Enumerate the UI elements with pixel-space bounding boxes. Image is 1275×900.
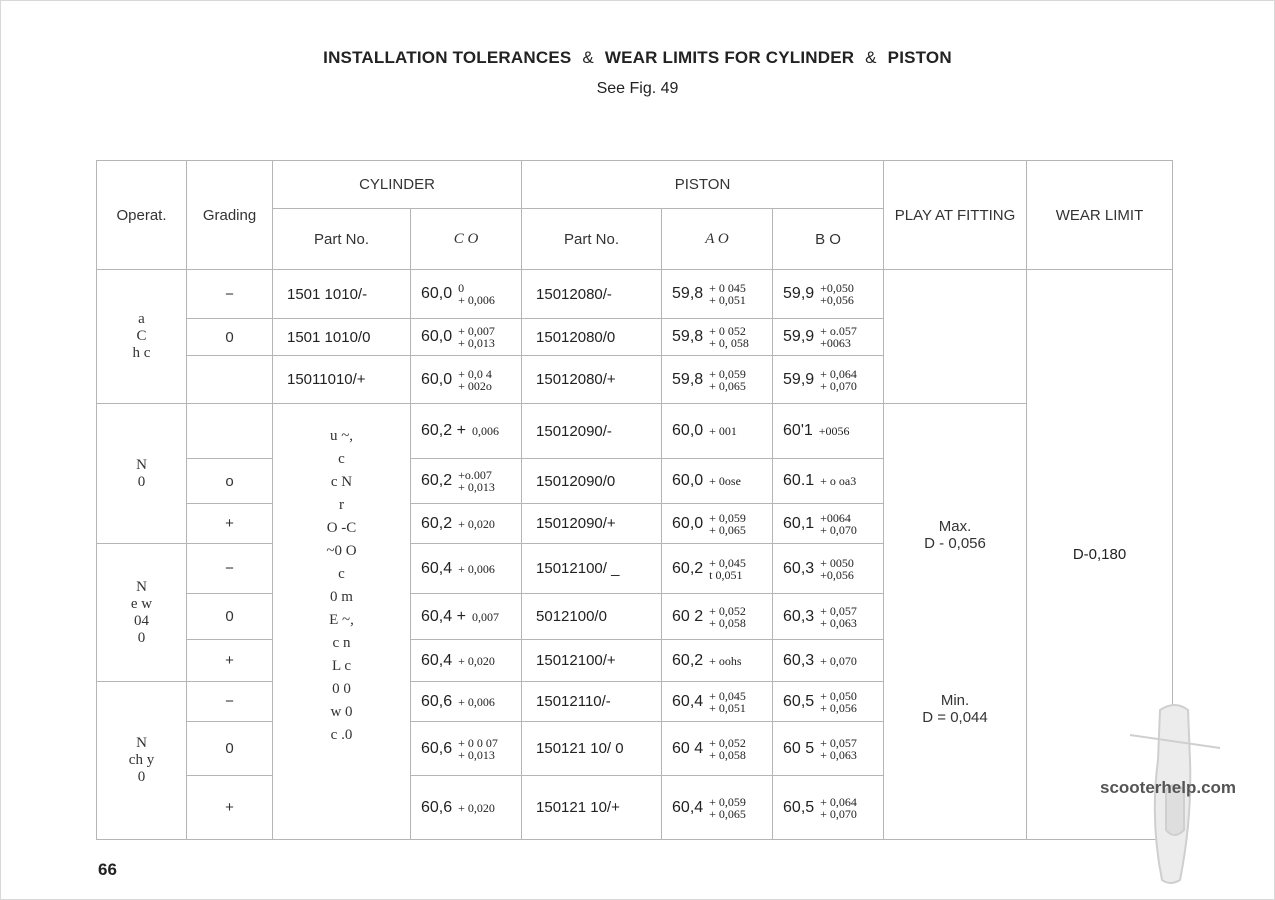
play-max-value: D - 0,056 <box>924 534 986 552</box>
piston-b-tolerance-lower: + 0,070 <box>820 806 857 821</box>
piston-b-value: 60 5 <box>783 739 815 757</box>
cylinder-diameter-value: 60,0 <box>421 370 453 388</box>
cylinder-tolerance-upper: 0,007 <box>471 609 499 624</box>
piston-b-tolerance-lower: + 0,063 <box>820 747 857 762</box>
piston-b-cell <box>773 319 884 356</box>
piston-a-cell <box>662 356 773 404</box>
piston-a-tolerance-lower: t 0,051 <box>709 567 743 582</box>
piston-a-tolerance-upper: + 0 052 <box>709 324 746 338</box>
piston-a-tolerance-upper: + 0,052 <box>709 603 746 618</box>
cylinder-diameter-cell <box>411 504 522 544</box>
operat-glyph: 04 <box>134 612 149 629</box>
piston-b-value: 60.1 <box>783 472 815 489</box>
piston-a-value: 60,4 <box>672 692 704 710</box>
cylinder-part-number: 15011010/+ <box>273 356 411 404</box>
piston-part-number: 15012080/- <box>522 270 662 319</box>
piston-b-tolerance-upper: + 0,050 <box>820 688 857 703</box>
piston-b-tolerance <box>820 690 857 714</box>
piston-a-cell <box>662 404 773 459</box>
piston-a-tolerance-upper: + 0,045 <box>709 688 746 703</box>
cylinder-diameter-value: 60,4 + <box>421 607 466 625</box>
piston-b-value: 59,9 <box>783 284 815 302</box>
piston-a-tolerance <box>709 737 746 761</box>
piston-b-cell <box>773 270 884 319</box>
piston-b-value: 60,1 <box>783 514 815 532</box>
play-max-label: Max. <box>938 517 972 535</box>
piston-a-cell <box>662 722 773 776</box>
cylinder-diameter-value: 60,6 <box>421 739 453 757</box>
vertical-glyph: r <box>339 497 344 513</box>
cylinder-diameter-value: 60,2 + <box>421 422 466 439</box>
piston-a-tolerance <box>709 796 746 820</box>
vertical-glyph: c <box>338 566 345 582</box>
piston-b-cell <box>773 594 884 640</box>
piston-part-number: 15012110/- <box>522 682 662 722</box>
piston-a-value: 60 4 <box>672 739 704 757</box>
title-ampersand-2: & <box>865 48 877 67</box>
grading-cell: 0 <box>187 722 273 776</box>
cylinder-diameter-cell <box>411 270 522 319</box>
piston-a-value: 60,0 <box>672 472 704 489</box>
cylinder-diameter-cell <box>411 776 522 840</box>
cylinder-tolerance-lower: 0,006 <box>471 424 499 439</box>
operat-group-2 <box>97 404 187 544</box>
tolerance-table <box>96 160 1173 840</box>
piston-a-tolerance <box>709 425 737 437</box>
operat-glyph: N <box>136 578 147 595</box>
piston-a-tolerance <box>709 557 746 581</box>
cylinder-part-number: 1501 1010/- <box>273 270 411 319</box>
piston-part-number: 15012090/0 <box>522 459 662 504</box>
operat-glyph: ch y <box>128 752 155 768</box>
piston-a-cell <box>662 776 773 840</box>
piston-a-tolerance-upper: + 0,059 <box>709 794 746 809</box>
piston-a-value: 59,8 <box>672 370 704 388</box>
piston-b-value: 60,3 <box>783 559 815 577</box>
piston-b-cell <box>773 682 884 722</box>
piston-b-cell <box>773 544 884 594</box>
header-cylinder-diameter: C O <box>411 209 522 270</box>
piston-b-tolerance-upper: + 0050 <box>820 555 854 570</box>
cylinder-diameter-value: 60,4 <box>421 559 453 577</box>
piston-b-tolerance-upper: +0064 <box>820 510 851 525</box>
piston-a-tolerance-lower: + oohs <box>709 653 742 668</box>
piston-b-tolerance-lower: + o oa3 <box>820 474 857 489</box>
piston-part-number: 150121 10/ 0 <box>522 722 662 776</box>
cylinder-diameter-cell <box>411 640 522 682</box>
cylinder-diameter-value: 60,4 <box>421 651 453 669</box>
cylinder-diameter-value: 60,6 <box>421 798 453 816</box>
play-min-value: D = 0,044 <box>922 708 988 726</box>
cylinder-diameter-value: 60,0 <box>421 327 453 345</box>
cylinder-diameter-cell <box>411 722 522 776</box>
operat-glyph: 0 <box>137 629 146 646</box>
cylinder-tolerance-upper: 0 <box>458 281 465 295</box>
cylinder-tolerance-lower: + 0,006 <box>458 694 495 709</box>
piston-a-value: 60,0 <box>672 422 704 439</box>
piston-a-tolerance-upper: + 0,052 <box>709 735 746 750</box>
piston-a-tolerance-upper: + 0,059 <box>709 366 746 381</box>
operat-group-4 <box>97 682 187 840</box>
header-wear-limit: WEAR LIMIT <box>1027 161 1173 270</box>
header-cylinder-part-no: Part No. <box>273 209 411 270</box>
grading-cell: − <box>187 682 273 722</box>
piston-b-tolerance <box>819 425 850 437</box>
cylinder-tolerance-lower: + 0,013 <box>458 480 495 494</box>
piston-a-cell <box>662 270 773 319</box>
piston-a-cell <box>662 544 773 594</box>
grading-cell: 0 <box>187 594 273 640</box>
piston-a-tolerance-upper: + 0 045 <box>709 281 746 295</box>
cylinder-diameter-cell <box>411 404 522 459</box>
cylinder-diameter-cell <box>411 594 522 640</box>
grading-cell: + <box>187 776 273 840</box>
piston-part-number: 15012090/+ <box>522 504 662 544</box>
cylinder-part-number-vertical <box>273 404 411 840</box>
cylinder-part-number: 1501 1010/0 <box>273 319 411 356</box>
cylinder-tolerance <box>458 802 495 814</box>
grading-cell: 0 <box>187 319 273 356</box>
cylinder-diameter-value: 60,2 <box>421 471 453 489</box>
piston-a-cell <box>662 682 773 722</box>
cylinder-diameter-cell <box>411 459 522 504</box>
piston-a-tolerance-lower: + 001 <box>709 424 737 439</box>
piston-b-tolerance-lower: + 0,070 <box>820 378 857 393</box>
header-operat: Operat. <box>97 161 187 270</box>
piston-b-tolerance <box>820 282 854 306</box>
piston-part-number: 15012100/+ <box>522 640 662 682</box>
table-row <box>97 404 1173 459</box>
piston-a-tolerance <box>709 690 746 714</box>
piston-a-cell <box>662 459 773 504</box>
piston-a-tolerance-lower: + 0,051 <box>709 700 746 715</box>
piston-a-value: 60 2 <box>672 607 704 625</box>
piston-b-cell <box>773 640 884 682</box>
grading-cell: − <box>187 544 273 594</box>
piston-b-value: 59,9 <box>783 370 815 388</box>
cylinder-diameter-cell <box>411 356 522 404</box>
grading-cell: o <box>187 459 273 504</box>
cylinder-tolerance <box>458 563 495 575</box>
piston-b-value: 60'1 <box>783 422 813 439</box>
cylinder-tolerance <box>458 518 495 530</box>
cylinder-tolerance <box>458 368 492 392</box>
cylinder-diameter-value: 60,2 <box>421 514 453 532</box>
operat-glyph: N <box>136 456 147 473</box>
header-piston-part-no: Part No. <box>522 209 662 270</box>
cylinder-tolerance <box>458 696 495 708</box>
piston-a-tolerance-lower: + 0,065 <box>709 806 746 821</box>
cylinder-tolerance-lower: + 0,020 <box>458 516 495 531</box>
piston-a-tolerance <box>709 605 746 629</box>
piston-b-tolerance <box>820 796 857 820</box>
title-ampersand-1: & <box>582 48 594 67</box>
cylinder-tolerance-lower: + 0,013 <box>458 336 495 350</box>
operat-glyph: e w <box>130 595 153 612</box>
vertical-glyph: c <box>338 451 345 467</box>
cylinder-tolerance-lower: + 0,020 <box>458 653 495 668</box>
cylinder-tolerance-upper: + 0,0 4 <box>458 366 492 381</box>
piston-a-value: 60,2 <box>672 651 704 669</box>
piston-b-cell <box>773 459 884 504</box>
piston-a-tolerance <box>709 282 746 306</box>
piston-a-value: 60,4 <box>672 798 704 816</box>
piston-b-tolerance-lower: + 0,070 <box>820 653 857 668</box>
page-number: 66 <box>98 860 117 879</box>
piston-b-tolerance <box>820 512 857 536</box>
operat-glyph: C <box>136 328 147 344</box>
piston-a-tolerance <box>709 475 741 487</box>
piston-a-tolerance-lower: + 0,065 <box>709 522 746 537</box>
piston-a-cell <box>662 319 773 356</box>
vertical-glyph: ~0 O <box>326 543 357 559</box>
play-min-label: Min. <box>940 691 970 709</box>
piston-b-tolerance <box>820 737 857 761</box>
cylinder-tolerance-lower: + 0,020 <box>458 800 495 815</box>
vertical-glyph: L c <box>331 658 351 674</box>
header-piston: PISTON <box>522 161 884 209</box>
watermark-text: scooterhelp.com <box>1100 778 1237 797</box>
piston-a-cell <box>662 504 773 544</box>
title-part1: INSTALLATION TOLERANCES <box>323 48 572 67</box>
piston-a-tolerance-lower: + 0ose <box>709 474 741 489</box>
table-row <box>97 270 1173 319</box>
piston-a-cell <box>662 594 773 640</box>
play-at-fitting-cell <box>884 404 1027 840</box>
piston-b-tolerance-lower: + 0,070 <box>820 522 857 537</box>
cylinder-diameter-value: 60,6 <box>421 692 453 710</box>
piston-b-tolerance-upper: + 0,064 <box>820 794 857 809</box>
piston-b-tolerance <box>820 605 857 629</box>
title-part3: PISTON <box>887 48 952 67</box>
header-cylinder: CYLINDER <box>273 161 522 209</box>
wear-limit-cell: D-0,180 <box>1027 270 1173 840</box>
grading-cell: − <box>187 270 273 319</box>
cylinder-tolerance <box>458 325 495 349</box>
cylinder-tolerance <box>458 737 498 761</box>
cylinder-tolerance-lower: + 0,013 <box>458 747 495 762</box>
piston-a-tolerance-upper: + 0,059 <box>709 510 746 525</box>
vertical-glyph: 0 m <box>330 589 353 605</box>
header-play-at-fitting: PLAY AT FITTING <box>884 161 1027 270</box>
piston-b-value: 60,3 <box>783 651 815 669</box>
piston-b-value: 60,3 <box>783 607 815 625</box>
piston-b-tolerance-lower: + 0,063 <box>820 615 857 630</box>
vertical-glyph: c N <box>330 474 353 490</box>
cylinder-tolerance <box>458 469 495 493</box>
play-empty-cell <box>884 270 1027 404</box>
cylinder-tolerance <box>458 655 495 667</box>
piston-b-value: 60,5 <box>783 692 815 710</box>
piston-b-tolerance <box>820 557 854 581</box>
cylinder-diameter-cell <box>411 682 522 722</box>
operat-group-1 <box>97 270 187 404</box>
piston-b-cell <box>773 504 884 544</box>
piston-a-tolerance-lower: + 0,051 <box>709 293 746 307</box>
cylinder-tolerance <box>458 282 495 306</box>
figure-reference: See Fig. 49 <box>596 80 679 97</box>
piston-a-tolerance-lower: + 0,058 <box>709 747 746 762</box>
cylinder-tolerance-lower: + 0,006 <box>458 293 495 307</box>
piston-part-number: 5012100/0 <box>522 594 662 640</box>
piston-a-tolerance-upper: + 0,045 <box>709 555 746 570</box>
piston-b-tolerance-upper: + 0,057 <box>820 603 857 618</box>
operat-glyph: 0 <box>137 473 146 490</box>
vertical-glyph: w 0 <box>330 704 353 720</box>
piston-b-tolerance <box>820 325 857 349</box>
piston-b-tolerance-lower: +0,056 <box>820 567 854 582</box>
piston-a-tolerance <box>709 512 746 536</box>
cylinder-diameter-value: 60,0 <box>421 284 453 302</box>
header-piston-b-diameter: B O <box>773 209 884 270</box>
piston-b-tolerance-upper: + 0,057 <box>820 735 857 750</box>
vertical-glyph: E ~, <box>329 612 354 628</box>
operat-glyph: 0 <box>137 769 146 785</box>
grading-cell: + <box>187 640 273 682</box>
cylinder-tolerance-upper: +o.007 <box>458 468 492 482</box>
piston-b-tolerance-lower: +0056 <box>818 424 850 439</box>
cylinder-tolerance <box>472 425 499 437</box>
operat-group-3 <box>97 544 187 682</box>
title-part2: WEAR LIMITS FOR CYLINDER <box>604 48 855 67</box>
piston-b-tolerance-lower: + 0,056 <box>820 700 857 715</box>
piston-a-value: 59,8 <box>672 284 704 302</box>
vertical-glyph: c n <box>332 635 351 651</box>
grading-cell: + <box>187 504 273 544</box>
page-title <box>0 48 1275 68</box>
grading-cell <box>187 356 273 404</box>
vertical-glyph: c .0 <box>330 727 353 743</box>
piston-b-tolerance-upper: +0,050 <box>820 281 854 295</box>
cylinder-diameter-cell <box>411 544 522 594</box>
piston-b-cell <box>773 404 884 459</box>
piston-b-tolerance-lower: +0063 <box>820 336 851 350</box>
cylinder-tolerance-lower: + 002o <box>458 378 492 393</box>
piston-a-tolerance-lower: + 0,058 <box>709 615 746 630</box>
piston-a-cell <box>662 640 773 682</box>
operat-glyph: a <box>138 311 145 327</box>
piston-b-cell <box>773 722 884 776</box>
piston-b-value: 60,5 <box>783 798 815 816</box>
piston-a-tolerance <box>709 368 746 392</box>
table-body <box>97 270 1173 840</box>
piston-part-number: 15012100/ _ <box>522 544 662 594</box>
vertical-glyph: u ~, <box>329 428 354 444</box>
piston-a-tolerance-lower: + 0, 058 <box>709 336 749 350</box>
piston-b-tolerance-upper: + 0,064 <box>820 366 857 381</box>
header-grading: Grading <box>187 161 273 270</box>
piston-b-tolerance <box>820 475 856 487</box>
piston-part-number: 15012080/0 <box>522 319 662 356</box>
piston-b-tolerance-upper: + o.057 <box>820 324 857 338</box>
piston-a-value: 60,2 <box>672 559 704 577</box>
vertical-glyph: O -C <box>326 520 357 536</box>
piston-part-number: 15012090/- <box>522 404 662 459</box>
cylinder-tolerance-lower: + 0,006 <box>458 561 495 576</box>
piston-b-value: 59,9 <box>783 327 815 345</box>
piston-a-value: 59,8 <box>672 327 704 345</box>
piston-part-number: 150121 10/+ <box>522 776 662 840</box>
cylinder-tolerance-upper: + 0 0 07 <box>458 735 498 750</box>
cylinder-diameter-cell <box>411 319 522 356</box>
piston-a-tolerance-lower: + 0,065 <box>709 378 746 393</box>
piston-b-cell <box>773 356 884 404</box>
piston-part-number: 15012080/+ <box>522 356 662 404</box>
operat-glyph: N <box>136 735 147 751</box>
piston-a-value: 60,0 <box>672 514 704 532</box>
cylinder-tolerance-upper: + 0,007 <box>458 324 495 338</box>
piston-b-tolerance <box>820 655 857 667</box>
header-piston-a-diameter: A O <box>662 209 773 270</box>
piston-a-tolerance <box>709 325 749 349</box>
piston-b-cell <box>773 776 884 840</box>
piston-b-tolerance <box>820 368 857 392</box>
cylinder-tolerance <box>472 611 499 623</box>
grading-cell <box>187 404 273 459</box>
vertical-glyph: 0 0 <box>332 681 351 697</box>
piston-a-tolerance <box>709 655 741 667</box>
piston-b-tolerance-lower: +0,056 <box>820 293 854 307</box>
operat-glyph: h c <box>132 345 151 361</box>
